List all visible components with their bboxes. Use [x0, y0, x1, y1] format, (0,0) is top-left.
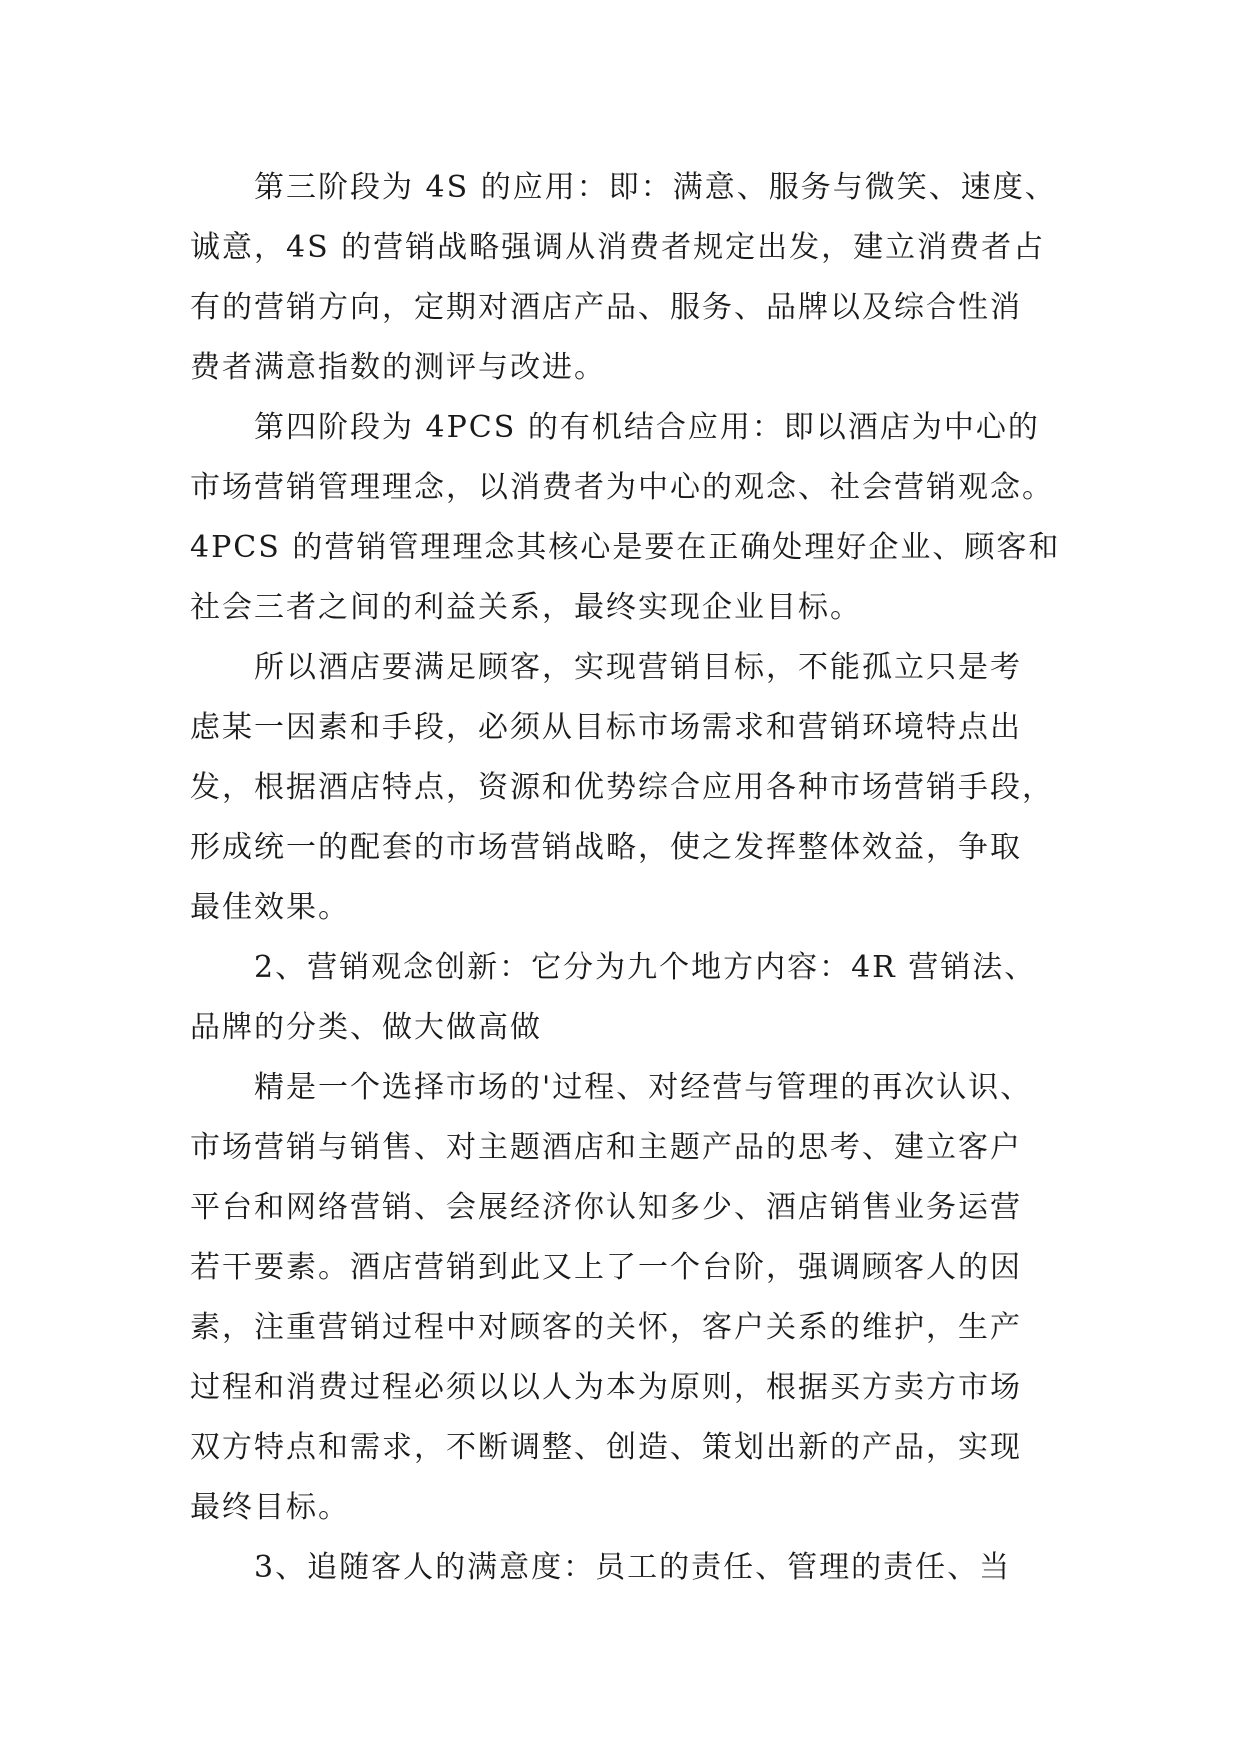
paragraph-line: 最佳效果。 — [190, 890, 350, 925]
paragraph-line: 3、追随客人的满意度：员工的责任、管理的责任、当 — [254, 1550, 1012, 1585]
paragraph-line: 所以酒店要满足顾客，实现营销目标，不能孤立只是考 — [254, 650, 1022, 685]
paragraph-line: 费者满意指数的测评与改进。 — [190, 350, 606, 385]
document-body — [190, 158, 1070, 1598]
paragraph-line: 平台和网络营销、会展经济你认知多少、酒店销售业务运营 — [190, 1190, 1022, 1225]
paragraph-line: 虑某一因素和手段，必须从目标市场需求和营销环境特点出 — [190, 710, 1022, 745]
paragraph-line: 市场营销与销售、对主题酒店和主题产品的思考、建立客户 — [190, 1130, 1022, 1165]
paragraph-line: 若干要素。酒店营销到此又上了一个台阶，强调顾客人的因 — [190, 1250, 1022, 1285]
paragraph-line: 诚意，4S 的营销战略强调从消费者规定出发，建立消费者占 — [190, 230, 1046, 265]
paragraph-line: 有的营销方向，定期对酒店产品、服务、品牌以及综合性消 — [190, 290, 1022, 325]
paragraph-line: 4PCS 的营销管理理念其核心是要在正确处理好企业、顾客和 — [190, 530, 1061, 565]
paragraph-line: 第三阶段为 4S 的应用：即：满意、服务与微笑、速度、 — [254, 170, 1057, 205]
paragraph-line: 品牌的分类、做大做高做 — [190, 1010, 542, 1045]
paragraph-line: 素，注重营销过程中对顾客的关怀，客户关系的维护，生产 — [190, 1310, 1022, 1345]
paragraph-line: 2、营销观念创新：它分为九个地方内容：4R 营销法、 — [254, 950, 1037, 985]
paragraph-line: 发，根据酒店特点，资源和优势综合应用各种市场营销手段， — [190, 770, 1054, 805]
paragraph-line: 形成统一的配套的市场营销战略，使之发挥整体效益，争取 — [190, 830, 1022, 865]
paragraph-line: 最终目标。 — [190, 1490, 350, 1525]
paragraph-line: 市场营销管理理念，以消费者为中心的观念、社会营销观念。 — [190, 470, 1054, 505]
paragraph-line: 第四阶段为 4PCS 的有机结合应用：即以酒店为中心的 — [254, 410, 1040, 445]
paragraph-line: 双方特点和需求，不断调整、创造、策划出新的产品，实现 — [190, 1430, 1022, 1465]
paragraph-line: 精是一个选择市场的'过程、对经营与管理的再次认识、 — [254, 1070, 1033, 1105]
paragraph-line: 过程和消费过程必须以以人为本为原则，根据买方卖方市场 — [190, 1370, 1022, 1405]
paragraph-line: 社会三者之间的利益关系，最终实现企业目标。 — [190, 590, 862, 625]
